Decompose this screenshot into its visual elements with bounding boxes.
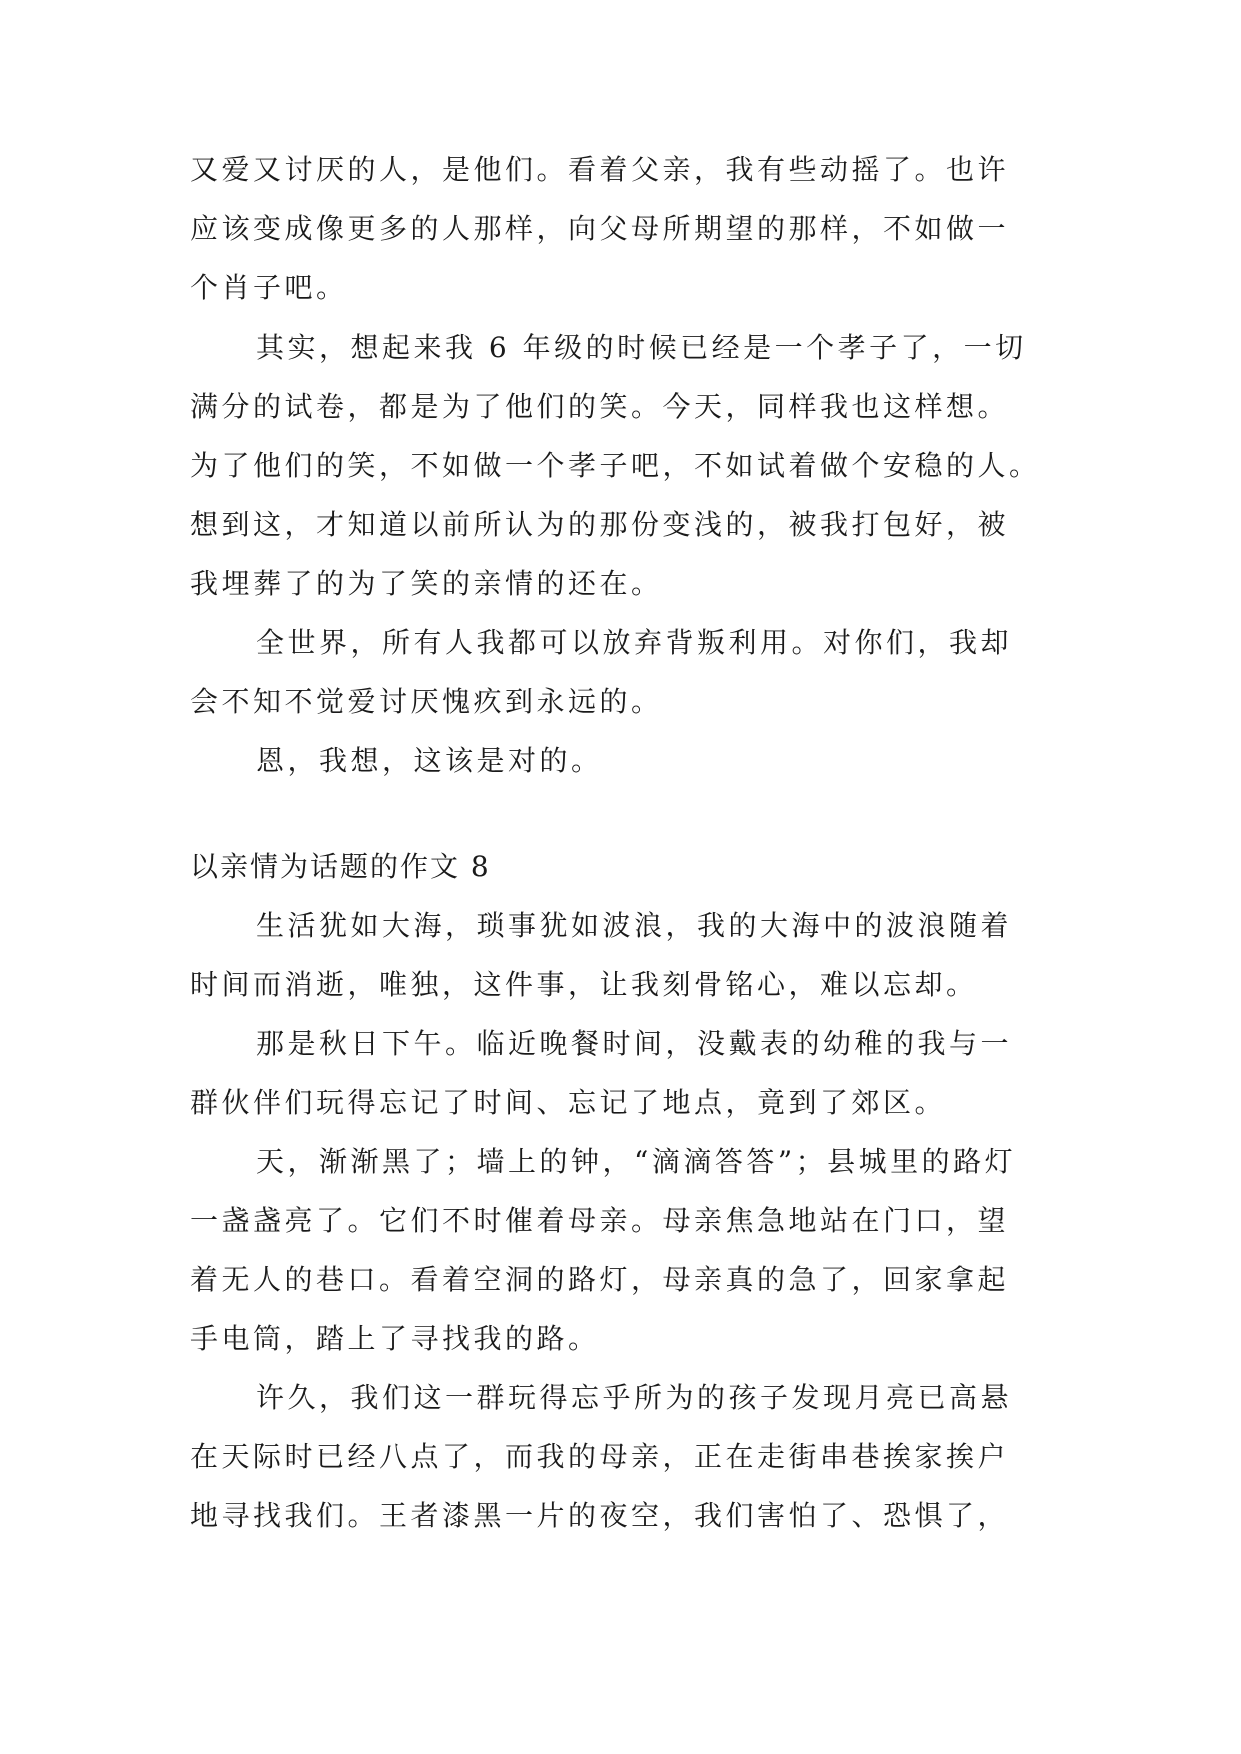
text-line: 满分的试卷，都是为了他们的笑。今天，同样我也这样想。 xyxy=(190,390,1010,423)
text-line: 为了他们的笑，不如做一个孝子吧，不如试着做个安稳的人。 xyxy=(190,449,1041,482)
paragraph-first-line: 其实，想起来我 6 年级的时候已经是一个孝子了，一切 xyxy=(256,331,1027,364)
text-line: 又爱又讨厌的人，是他们。看着父亲，我有些动摇了。也许 xyxy=(190,153,1010,186)
text-line: 一盏盏亮了。它们不时催着母亲。母亲焦急地站在门口，望 xyxy=(190,1204,1010,1237)
paragraph-first-line: 全世界，所有人我都可以放弃背叛利用。对你们，我却 xyxy=(256,626,1013,659)
text-line: 会不知不觉爱讨厌愧疚到永远的。 xyxy=(190,685,663,718)
text-line: 应该变成像更多的人那样，向父母所期望的那样，不如做一 xyxy=(190,212,1010,245)
text-line: 着无人的巷口。看着空洞的路灯，母亲真的急了，回家拿起 xyxy=(190,1263,1010,1296)
text-line: 想到这，才知道以前所认为的那份变浅的，被我打包好，被 xyxy=(190,508,1010,541)
text-line: 个肖子吧。 xyxy=(190,271,348,304)
text-line: 我埋葬了的为了笑的亲情的还在。 xyxy=(190,567,663,600)
text-line: 手电筒，踏上了寻找我的路。 xyxy=(190,1322,600,1355)
section-heading: 以亲情为话题的作文 8 xyxy=(190,850,491,883)
text-line: 地寻找我们。王者漆黑一片的夜空，我们害怕了、恐惧了， xyxy=(190,1499,1010,1532)
text-line: 在天际时已经八点了，而我的母亲，正在走街串巷挨家挨户 xyxy=(190,1440,1010,1473)
text-line: 时间而消逝，唯独，这件事，让我刻骨铭心，难以忘却。 xyxy=(190,968,978,1001)
paragraph-first-line: 恩，我想，这该是对的。 xyxy=(256,744,603,777)
paragraph-first-line: 天，渐渐黑了；墙上的钟，“滴滴答答”；县城里的路灯 xyxy=(256,1145,1017,1178)
paragraph-first-line: 许久，我们这一群玩得忘乎所为的孩子发现月亮已高悬 xyxy=(256,1381,1013,1414)
paragraph-first-line: 生活犹如大海，琐事犹如波浪，我的大海中的波浪随着 xyxy=(256,909,1013,942)
text-line: 群伙伴们玩得忘记了时间、忘记了地点，竟到了郊区。 xyxy=(190,1086,947,1119)
paragraph-first-line: 那是秋日下午。临近晚餐时间，没戴表的幼稚的我与一 xyxy=(256,1027,1013,1060)
